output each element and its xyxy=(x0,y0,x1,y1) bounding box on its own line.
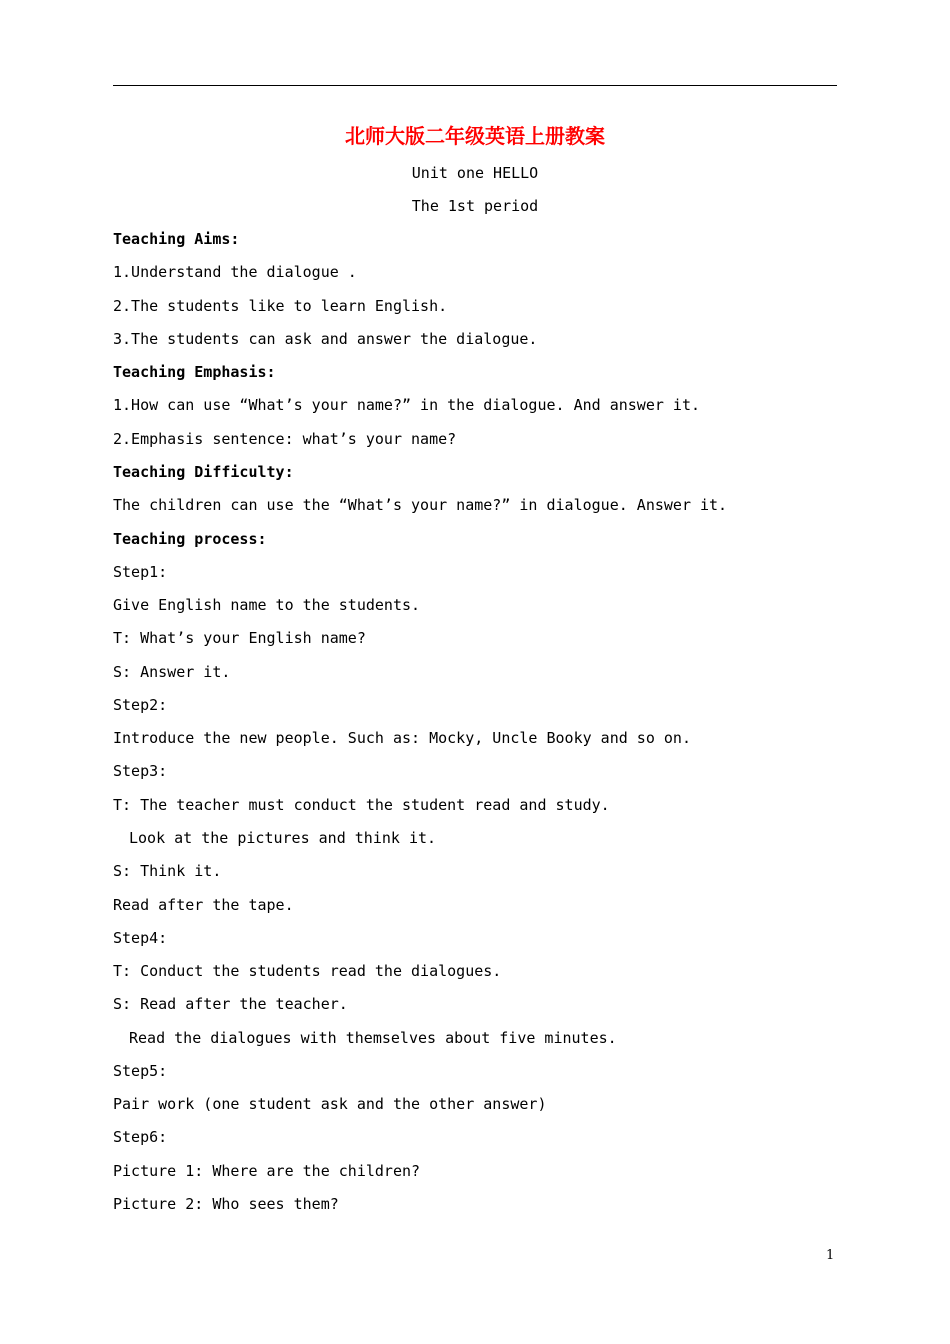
aim-item: 2.The students like to learn English. xyxy=(113,297,448,315)
aim-item: 1.Understand the dialogue . xyxy=(113,263,357,281)
process-line: S: Answer it. xyxy=(113,663,231,681)
emphasis-heading: Teaching Emphasis: xyxy=(113,363,276,381)
emphasis-item: 1.How can use “What’s your name?” in the dialogue. And answer it. xyxy=(113,396,700,414)
aim-item: 3.The students can ask and answer the dialogue. xyxy=(113,330,538,348)
step-label: Step2: xyxy=(113,696,168,714)
process-line: S: Think it. xyxy=(113,862,222,880)
document-title: 北师大版二年级英语上册教案 xyxy=(345,124,605,148)
step-label: Step4: xyxy=(113,929,168,947)
process-line: Picture 2: Who sees them? xyxy=(113,1195,339,1213)
step-label: Step1: xyxy=(113,563,168,581)
process-line: Pair work (one student ask and the other answer) xyxy=(113,1095,547,1113)
process-line: Read the dialogues with themselves about five minutes. xyxy=(129,1029,617,1047)
page-number: 1 xyxy=(826,1248,835,1263)
process-line: Read after the tape. xyxy=(113,896,294,914)
aims-heading: Teaching Aims: xyxy=(113,230,240,248)
process-line: Look at the pictures and think it. xyxy=(129,829,437,847)
step-label: Step6: xyxy=(113,1128,168,1146)
process-line: Introduce the new people. Such as: Mocky, Uncle Booky and so on. xyxy=(113,729,691,747)
header-rule xyxy=(113,85,837,86)
process-line: T: Conduct the students read the dialogues. xyxy=(113,962,502,980)
period-heading: The 1st period xyxy=(411,197,539,215)
emphasis-item: 2.Emphasis sentence: what’s your name? xyxy=(113,430,457,448)
process-line: T: What’s your English name? xyxy=(113,629,366,647)
step-label: Step3: xyxy=(113,762,168,780)
difficulty-text: The children can use the “What’s your name?” in dialogue. Answer it. xyxy=(113,496,728,514)
process-line: S: Read after the teacher. xyxy=(113,995,348,1013)
process-line: T: The teacher must conduct the student read and study. xyxy=(113,796,610,814)
process-line: Give English name to the students. xyxy=(113,596,421,614)
process-line: Picture 1: Where are the children? xyxy=(113,1162,421,1180)
process-heading: Teaching process: xyxy=(113,530,267,548)
difficulty-heading: Teaching Difficulty: xyxy=(113,463,294,481)
unit-heading: Unit one HELLO xyxy=(411,164,539,182)
step-label: Step5: xyxy=(113,1062,168,1080)
